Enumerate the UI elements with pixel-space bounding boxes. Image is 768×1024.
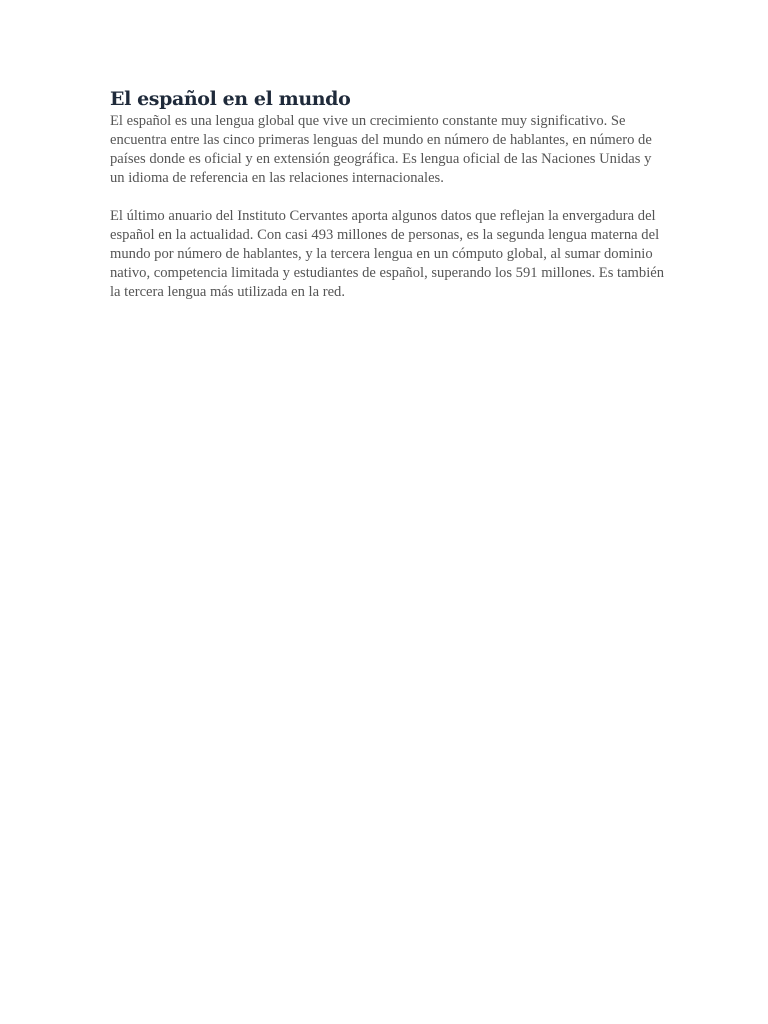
- document-title: El español en el mundo: [110, 88, 351, 110]
- body-paragraph-1: El español es una lengua global que vive un crecimiento constante muy significativo. Se encuentra entre las cinco primeras lenguas del mundo en número de hablantes, en número de países donde es oficial y en extensión geográfica. Es lengua oficial de las Naciones Unidas y un idioma de referencia en las relaciones internacionales.: [110, 113, 652, 186]
- document-page: [110, 86, 666, 302]
- body-paragraph-2: El último anuario del Instituto Cervantes aporta algunos datos que reflejan la envergadura del español en la actualidad. Con casi 493 millones de personas, es la segunda lengua materna del mundo por número de hablantes, y la tercera lengua en un cómputo global, al sumar dominio nativo, competencia limitada y estudiantes de español, superando los 591 millones. Es también la tercera lengua más utilizada en la red.: [110, 208, 665, 300]
